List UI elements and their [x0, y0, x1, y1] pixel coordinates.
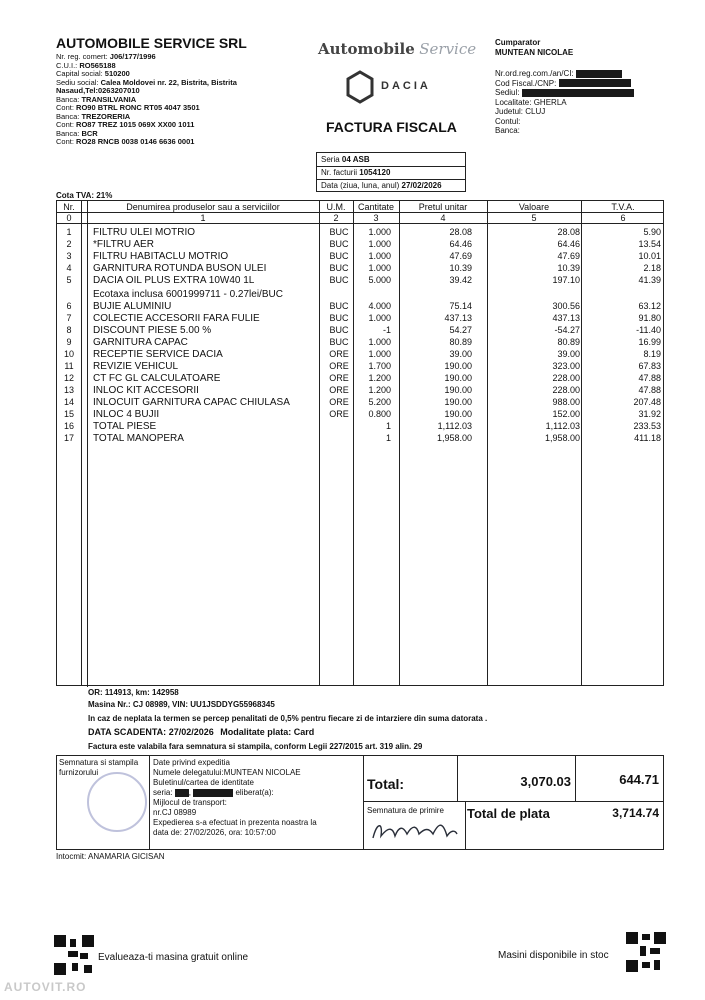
cell-um: ORE — [329, 349, 349, 359]
table-row — [57, 409, 663, 421]
cell-nr: 11 — [64, 361, 74, 371]
cell-nr: 8 — [66, 325, 72, 335]
cell-um: ORE — [329, 373, 349, 383]
cell-price: 75.14 — [449, 301, 472, 311]
cell-nr: 9 — [66, 337, 72, 347]
eco-note: Ecotaxa inclusa 6001999711 - 0.27lei/BUC — [93, 289, 283, 300]
cell-value: 300.56 — [552, 301, 580, 311]
cell-name: TOTAL MANOPERA — [93, 433, 184, 444]
cell-vat: 207.48 — [633, 397, 661, 407]
cell-vat: -11.40 — [636, 325, 661, 335]
signature-area — [56, 755, 664, 850]
validity-note: Factura este valabila fara semnatura si stampila, conform Legii 227/2015 art. 319 alin. 29 — [88, 742, 423, 751]
buyer-block: Cumparator MUNTEAN NICOLAE Nr.ord.reg.com./an/CI: Cod Fiscal./CNP: Sediul: Localitate: GHERLA Judetul: CLUJ Contul: Banca: — [495, 38, 634, 136]
cell-qty: 1.200 — [368, 385, 391, 395]
cell-nr: 4 — [66, 263, 72, 273]
cell-name: INLOC 4 BUJII — [93, 409, 160, 420]
header-um: U.M. — [326, 202, 346, 212]
cell-price: 39.00 — [449, 349, 472, 359]
penalty-note: In caz de neplata la termen se percep penalitati de 0,5% pentru fiecare zi de intarziere din suma datorata . — [88, 714, 488, 723]
receipt-signature-label: Semnatura de primire — [367, 806, 444, 815]
cell-nr: 2 — [66, 239, 72, 249]
cell-um: BUC — [329, 227, 349, 237]
table-row — [57, 385, 663, 397]
or-line: OR: 114913, km: 142958 — [88, 688, 179, 697]
cell-um: BUC — [329, 325, 349, 335]
handwritten-signature-icon — [369, 818, 459, 846]
grand-total-label: Total de plata — [467, 806, 550, 821]
cell-um: ORE — [329, 385, 349, 395]
cell-price: 190.00 — [444, 373, 472, 383]
cell-value: 10.39 — [557, 263, 580, 273]
cell-um: BUC — [329, 301, 349, 311]
cell-price: 80.89 — [449, 337, 472, 347]
cell-name: RECEPTIE SERVICE DACIA — [93, 349, 223, 360]
cell-value: 988.00 — [552, 397, 580, 407]
cell-nr: 14 — [63, 397, 74, 407]
cell-vat: 47.88 — [638, 373, 661, 383]
dacia-emblem-icon — [345, 70, 375, 104]
cell-price: 64.46 — [449, 239, 472, 249]
table-row — [57, 227, 663, 239]
qr-code-left-icon — [54, 935, 94, 975]
cell-vat: 2.18 — [643, 263, 661, 273]
cell-name: *FILTRU AER — [93, 239, 154, 250]
cell-value: 228.00 — [552, 373, 580, 383]
car-line: Masina Nr.: CJ 08989, VIN: UU1JSDDYG55968345 — [88, 700, 275, 709]
cell-value: 197.10 — [552, 275, 580, 285]
total-vat: 644.71 — [619, 772, 659, 787]
cell-qty: 1.000 — [368, 227, 391, 237]
header-value: Valoare — [518, 202, 550, 212]
cell-um: ORE — [329, 397, 349, 407]
cell-nr: 3 — [66, 251, 72, 261]
cell-price: 28.08 — [449, 227, 472, 237]
cell-nr: 13 — [63, 385, 74, 395]
cell-value: 64.46 — [557, 239, 580, 249]
bottom-right-text: Masini disponibile in stoc — [498, 950, 609, 961]
cell-qty: 5.000 — [368, 275, 391, 285]
cell-price: 47.69 — [449, 251, 472, 261]
table-row — [57, 251, 663, 263]
vat-rate: Cota TVA: 21% — [56, 191, 113, 200]
cell-vat: 10.01 — [638, 251, 661, 261]
cell-name: GARNITURA CAPAC — [93, 337, 188, 348]
cell-name: INLOC KIT ACCESORII — [93, 385, 199, 396]
cell-value: 323.00 — [552, 361, 580, 371]
table-row — [57, 373, 663, 385]
expedition-block: Date privind expeditia Numele delegatului:MUNTEAN NICOLAE Buletinul/cartea de identitate seria: , eliberat(a): Mijlocul de transport: nr.CJ 08989 Expedierea s-a efectuat in prezenta noastra la data de: 27/02/2026, ora: 10:57:00 — [153, 758, 317, 837]
cell-nr: 15 — [63, 409, 74, 419]
cell-price: 10.39 — [449, 263, 472, 273]
cell-value: 28.08 — [557, 227, 580, 237]
cell-qty: 5.200 — [368, 397, 391, 407]
cell-name: BUJIE ALUMINIU — [93, 301, 172, 312]
table-row — [57, 239, 663, 251]
cell-vat: 5.90 — [643, 227, 661, 237]
cell-qty: 1.700 — [368, 361, 391, 371]
cell-vat: 91.80 — [638, 313, 661, 323]
table-row — [57, 337, 663, 349]
cell-value: 228.00 — [552, 385, 580, 395]
table-row — [57, 313, 663, 325]
cell-name: FILTRU ULEI MOTRIO — [93, 227, 196, 238]
cell-nr: 1 — [66, 227, 72, 237]
cell-value: 437.13 — [552, 313, 580, 323]
cell-value: 80.89 — [557, 337, 580, 347]
total-label: Total: — [367, 776, 405, 792]
cell-vat: 41.39 — [638, 275, 661, 285]
cell-price: 39.42 — [449, 275, 472, 285]
cell-qty: 1.000 — [368, 251, 391, 261]
grand-total-value: 3,714.74 — [612, 806, 659, 820]
seller-details: Nr. reg. comert: J06/177/1996 C.U.I.: RO565188 Capital social: 510200 Sediu social: Calea Moldovei nr. 22, Bistrita, Bistrita Nasaud,Tel:0263207010 Banca: TRANSILVANIA Cont: RO90 BTRL RONC RT05 4047 3501 Banca: TREZORERIA Cont: RO87 TREZ 1015 069X XX00 1011 Banca: BCR Cont: RO28 RNCB 0038 0146 6636 0001 — [56, 52, 237, 146]
cell-qty: 1.200 — [368, 373, 391, 383]
header-nr: Nr. — [63, 202, 75, 212]
table-row — [57, 325, 663, 337]
cell-name: DISCOUNT PIESE 5.00 % — [93, 325, 212, 336]
cell-qty: 0.800 — [368, 409, 391, 419]
cell-qty: 4.000 — [368, 301, 391, 311]
cell-qty: 1.000 — [368, 337, 391, 347]
cell-qty: 1 — [385, 421, 391, 431]
cell-um: BUC — [329, 313, 349, 323]
table-row — [57, 433, 663, 445]
cell-vat: 13.54 — [638, 239, 661, 249]
cell-um: ORE — [329, 361, 349, 371]
cell-name: DACIA OIL PLUS EXTRA 10W40 1L — [93, 275, 255, 286]
dacia-logo: DACIA — [345, 70, 441, 106]
cell-value: 1,112.03 — [545, 421, 580, 431]
cell-vat: 233.53 — [633, 421, 661, 431]
cell-um: BUC — [329, 251, 349, 261]
prepared-by: Intocmit: ANAMARIA GICISAN — [56, 852, 165, 861]
cell-qty: 1.000 — [368, 349, 391, 359]
cell-price: 437.13 — [444, 313, 472, 323]
cell-vat: 16.99 — [638, 337, 661, 347]
cell-name: REVIZIE VEHICUL — [93, 361, 179, 372]
cell-vat: 67.83 — [638, 361, 661, 371]
cell-value: 1,958.00 — [544, 433, 580, 443]
cell-um: BUC — [329, 239, 349, 249]
cell-value: -54.27 — [554, 325, 580, 335]
total-value: 3,070.03 — [520, 774, 571, 789]
cell-qty: -1 — [382, 325, 391, 335]
cell-price: 190.00 — [444, 361, 472, 371]
cell-nr: 7 — [66, 313, 72, 323]
table-row — [57, 263, 663, 275]
cell-name: INLOCUIT GARNITURA CAPAC CHIULASA — [93, 397, 290, 408]
cell-vat: 8.19 — [643, 349, 661, 359]
cell-um: BUC — [329, 337, 349, 347]
header-vat: T.V.A. — [611, 202, 635, 212]
cell-vat: 31.92 — [638, 409, 661, 419]
cell-price: 1,958.00 — [436, 433, 472, 443]
header-price: Pretul unitar — [418, 202, 468, 212]
cell-name: CT FC GL CALCULATOARE — [93, 373, 221, 384]
cell-value: 39.00 — [557, 349, 580, 359]
document-title: FACTURA FISCALA — [326, 119, 457, 135]
cell-name: FILTRU HABITACLU MOTRIO — [93, 251, 229, 262]
cell-value: 152.00 — [552, 409, 580, 419]
cell-price: 190.00 — [444, 409, 472, 419]
table-row — [57, 397, 663, 409]
cell-nr: 6 — [66, 301, 72, 311]
seller-name: AUTOMOBILE SERVICE SRL — [56, 35, 247, 51]
invoice-number-box: Seria 04 ASB Nr. facturii 1054120 Data (ziua, luna, anul) 27/02/2026 — [316, 152, 466, 192]
supplier-signature-label: Semnatura si stampila furnizorului — [59, 758, 139, 777]
cell-price: 190.00 — [444, 397, 472, 407]
header-qty: Cantitate — [357, 202, 395, 212]
cell-vat: 63.12 — [638, 301, 661, 311]
cell-nr: 5 — [66, 275, 72, 285]
company-logo: Automobile Service — [318, 40, 477, 58]
watermark: AUTOVIT.RO — [4, 980, 87, 994]
cell-um: BUC — [329, 275, 349, 285]
cell-vat: 411.18 — [634, 433, 661, 443]
cell-qty: 1.000 — [368, 263, 391, 273]
qr-code-right-icon — [626, 932, 666, 972]
cell-nr: 12 — [63, 373, 74, 383]
cell-nr: 17 — [63, 433, 74, 443]
table-row — [57, 421, 663, 433]
cell-name: TOTAL PIESE — [93, 421, 157, 432]
due-line: DATA SCADENTA: 27/02/2026 Modalitate plata: Card — [88, 727, 315, 737]
cell-qty: 1 — [385, 433, 391, 443]
cell-name: COLECTIE ACCESORII FARA FULIE — [93, 313, 260, 324]
cell-name: GARNITURA ROTUNDA BUSON ULEI — [93, 263, 267, 274]
cell-um: BUC — [329, 263, 349, 273]
table-row — [57, 275, 663, 287]
invoice-table: Nr. Denumirea produselor sau a serviciilor U.M. Cantitate Pretul unitar Valoare T.V.A. 0 1 2 3 4 5 6 1 FILTRU ULEI MOTRIO BUC 1.000 28.08 28.08 5.90 2 *FILTRU AER BUC 1.000 64.46 64.46 13.54 3 FILTRU HABITACLU MOTRIO BUC 1.000 47.69 47.69 10.01 4 GARNITURA ROTUNDA BUSON ULEI BUC 1.000 10.39 10.39 2.18 5 DACIA OIL PLUS EXTRA 10W40 1L BUC 5.000 39.42 197.10 41.39 6 BUJIE ALUMINIU BUC 4.000 75.14 300.56 63.12 7 COLECTIE ACCESORII FARA FULIE BUC 1.000 437.13 437.13 91.80 8 DISCOUNT PIESE 5.00 % BUC -1 54.27 -54.27 -11.40 9 GARNITURA CAPAC BUC 1.000 80.89 80.89 16.99 10 RECEPTIE SERVICE DACIA ORE 1.000 39.00 39.00 8.19 11 REVIZIE VEHICUL ORE 1.700 190.00 323.00 67.83 12 CT FC GL CALCULATOARE ORE 1.200 190.00 228.00 47.88 13 INLOC KIT ACCESORII ORE 1.200 190.00 228.00 47.88 14 INLOCUIT GARNITURA CAPAC CHIULASA ORE 5.200 190.00 988.00 207.48 15 INLOC 4 BUJII ORE 0.800 190.00 152.00 31.92 16 TOTAL PIESE 1 1,112.03 1,112.03 233.53 17 TOTAL MANOPERA 1 1,958.00 1,958.00 411.18 Ecotaxa inclusa 6001999711 - 0.27lei/BUC — [56, 200, 664, 686]
cell-price: 190.00 — [444, 385, 472, 395]
table-row — [57, 301, 663, 313]
cell-price: 54.27 — [449, 325, 472, 335]
bottom-left-text: Evalueaza-ti masina gratuit online — [98, 952, 249, 963]
cell-vat: 47.88 — [638, 385, 661, 395]
cell-nr: 10 — [63, 349, 74, 359]
table-row — [57, 349, 663, 361]
cell-value: 47.69 — [557, 251, 580, 261]
cell-price: 1,112.03 — [437, 421, 472, 431]
cell-um: ORE — [329, 409, 349, 419]
cell-nr: 16 — [63, 421, 74, 431]
cell-qty: 1.000 — [368, 239, 391, 249]
stamp — [87, 772, 147, 832]
cell-qty: 1.000 — [368, 313, 391, 323]
header-product: Denumirea produselor sau a serviciilor — [126, 202, 280, 212]
table-row — [57, 361, 663, 373]
